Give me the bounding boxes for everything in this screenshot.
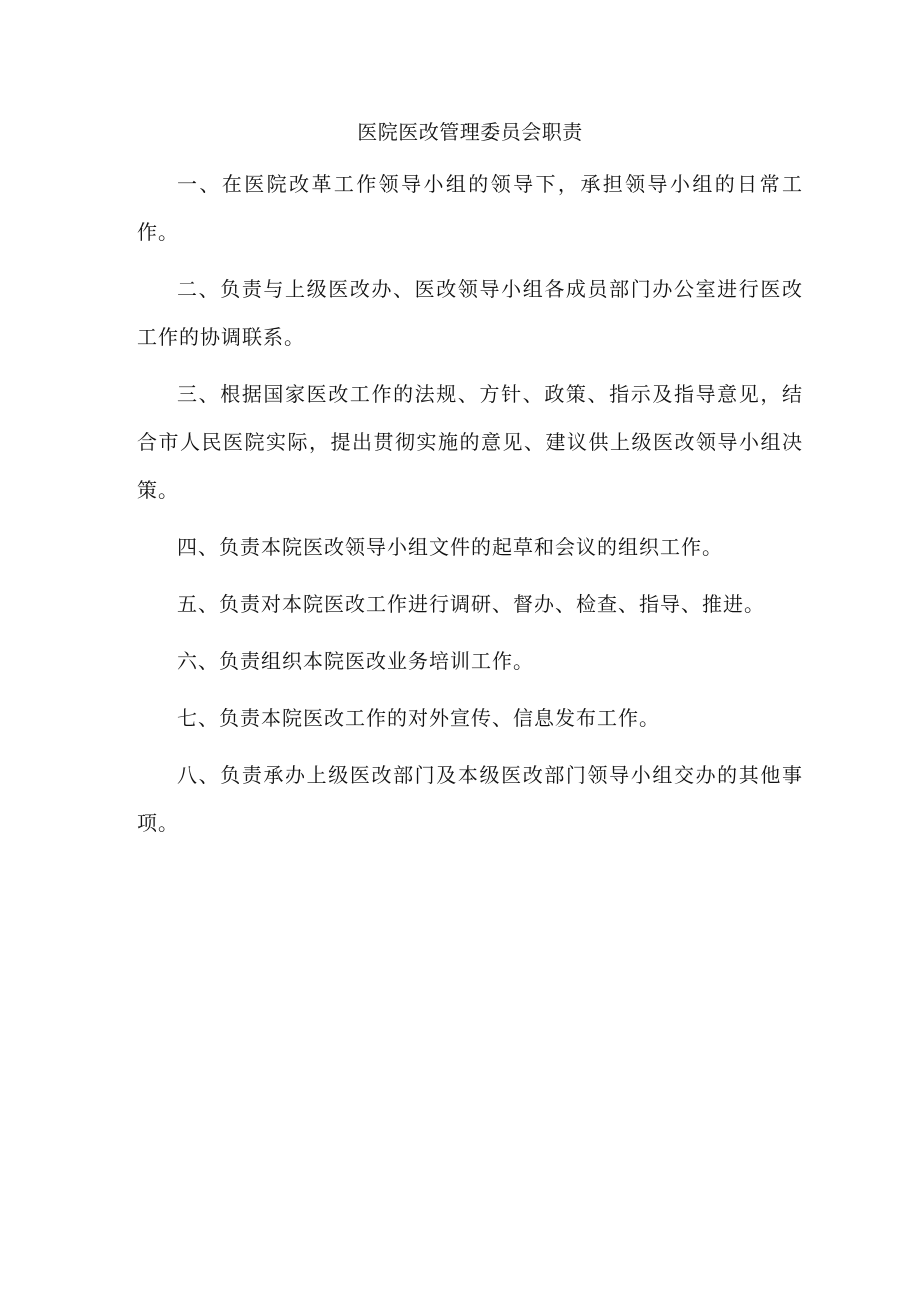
duty-item-1: 一、在医院改革工作领导小组的领导下，承担领导小组的日常工作。 xyxy=(137,172,803,244)
duty-item-8: 八、负责承办上级医改部门及本级医改部门领导小组交办的其他事项。 xyxy=(137,763,803,835)
document-body xyxy=(137,113,803,847)
duty-item-4: 四、负责本院医改领导小组文件的起草和会议的组织工作。 xyxy=(177,535,723,559)
duty-item-2: 二、负责与上级医改办、医改领导小组各成员部门办公室进行医改工作的协调联系。 xyxy=(137,277,803,349)
duty-item-6: 六、负责组织本院医改业务培训工作。 xyxy=(177,649,534,673)
duty-list xyxy=(137,160,803,847)
duty-item-3: 三、根据国家医改工作的法规、方针、政策、指示及指导意见，结合市人民医院实际，提出贯彻实施的意见、建议供上级医改领导小组决策。 xyxy=(137,382,803,502)
duty-item-5: 五、负责对本院医改工作进行调研、督办、检查、指导、推进。 xyxy=(177,592,765,616)
duty-item-7: 七、负责本院医改工作的对外宣传、信息发布工作。 xyxy=(177,706,660,730)
page-title: 医院医改管理委员会职责 xyxy=(357,120,583,144)
